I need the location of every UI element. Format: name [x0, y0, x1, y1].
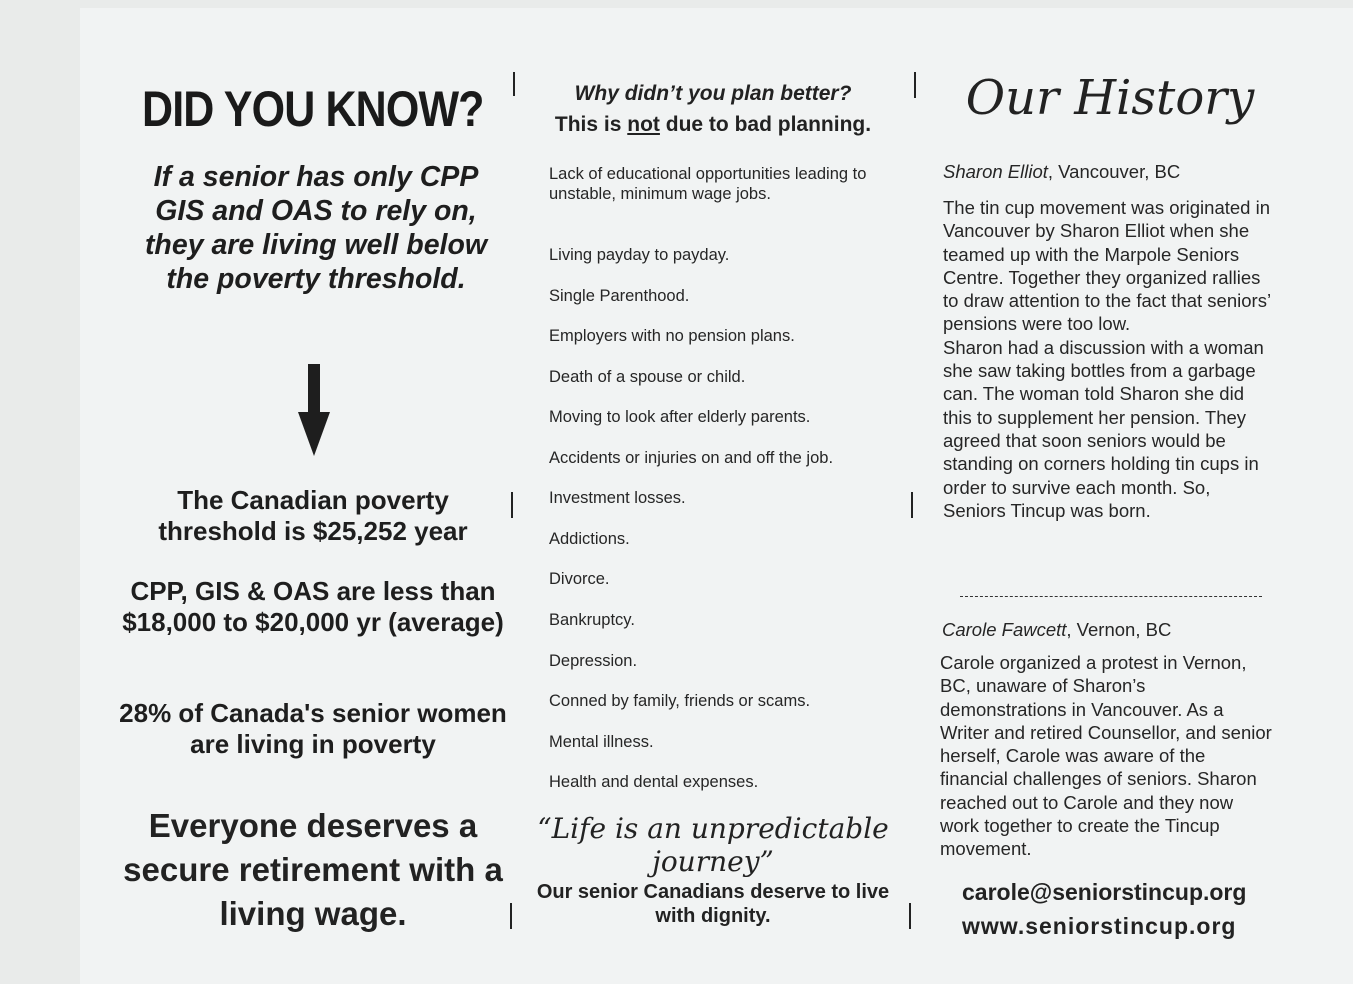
- fold-mark: [511, 492, 513, 518]
- reason-item: Accidents or injuries on and off the job.: [549, 449, 834, 467]
- fold-mark: [909, 903, 911, 929]
- reason-item: Health and dental expenses.: [549, 773, 759, 791]
- reason-item: Employers with no pension plans.: [549, 327, 795, 345]
- reason-item: Conned by family, friends or scams.: [549, 692, 811, 710]
- lead-statement: If a senior has only CPP GIS and OAS to rely on, they are living well below the poverty threshold.: [144, 161, 488, 295]
- fold-mark: [513, 72, 515, 96]
- reason-item: Investment losses.: [549, 489, 686, 507]
- question-heading: Why didn’t you plan better?: [574, 82, 852, 105]
- person1-story: The tin cup movement was originated in Vancouver by Sharon Elliot when she teamed up with the Marpole Seniors Centre. Together they organized rallies to draw attention to the fact that seniors’ pensions were too low. Sharon had a discussion with a woman she saw taking bottles from a garbage can. The woman told Sharon she did this to supplement her pension. They agreed that soon seniors would be standing on corners holding tin cups in order to survive each month. So, Seniors Tincup was born.: [943, 197, 1271, 521]
- person1-byline: Sharon Elliot, Vancouver, BC: [943, 161, 1181, 182]
- section-divider: [960, 596, 1262, 597]
- senior-women-stat: 28% of Canada's senior women are living in poverty: [119, 698, 507, 759]
- poverty-threshold-stat: The Canadian poverty threshold is $25,252 year: [158, 485, 468, 546]
- down-arrow-icon: [298, 364, 330, 456]
- person2-byline: Carole Fawcett, Vernon, BC: [942, 619, 1172, 640]
- reason-item: Mental illness.: [549, 733, 654, 751]
- person2-story: Carole organized a protest in Vernon, BC, unaware of Sharon’s demonstrations in Vancouver. As a Writer and retired Counsellor, and senior herself, Carole was aware of the financial challenges of seniors. Sharon reached out to Carole and they now work together to create the Tincup movement.: [940, 652, 1272, 860]
- reason-item: Depression.: [549, 652, 638, 670]
- reason-item: Single Parenthood.: [549, 287, 690, 305]
- journey-quote: “Life is an unpredictable journey”: [537, 812, 889, 878]
- reason-item: Bankruptcy.: [549, 611, 635, 629]
- did-you-know-heading: DID YOU KNOW?: [142, 81, 484, 137]
- reason-item: Divorce.: [549, 570, 610, 588]
- planning-headline: This is not due to bad planning.: [554, 113, 872, 136]
- reason-item: Living payday to payday.: [549, 246, 730, 264]
- our-history-title: Our History: [965, 70, 1255, 126]
- website-link[interactable]: www.seniorstincup.org: [962, 913, 1237, 939]
- reason-item: Moving to look after elderly parents.: [549, 408, 811, 426]
- reason-item: Death of a spouse or child.: [549, 368, 746, 386]
- fold-mark: [510, 903, 512, 929]
- closing-statement: Everyone deserves a secure retirement with a living wage.: [123, 807, 503, 932]
- fold-mark: [911, 492, 913, 518]
- dignity-statement: Our senior Canadians deserve to live with dignity.: [536, 881, 890, 927]
- reason-item: Lack of educational opportunities leading to unstable, minimum wage jobs.: [549, 165, 867, 203]
- pension-amount-stat: CPP, GIS & OAS are less than $18,000 to $20,000 yr (average): [122, 576, 504, 637]
- fold-mark: [914, 72, 916, 98]
- contact-email[interactable]: carole@seniorstincup.org: [962, 879, 1247, 905]
- reason-item: Addictions.: [549, 530, 630, 548]
